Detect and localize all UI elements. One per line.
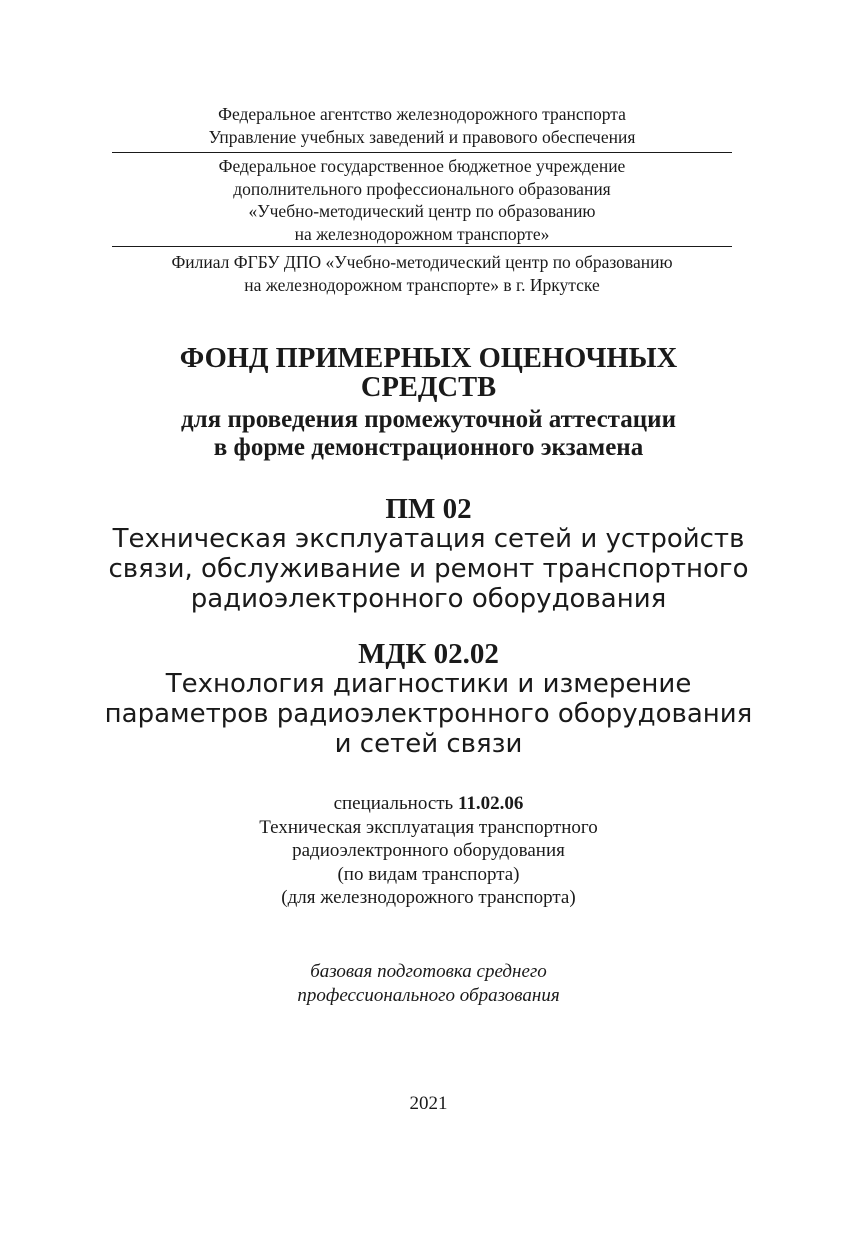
publication-year: 2021 bbox=[409, 1093, 448, 1114]
institution-line: «Учебно-методический центр по образованию bbox=[248, 201, 596, 221]
course-name-line: параметров радиоэлектронного оборудования bbox=[104, 699, 753, 729]
specialty-line: (для железнодорожного транспорта) bbox=[281, 887, 576, 908]
module-name bbox=[40, 524, 817, 614]
module-name-line: Техническая эксплуатация сетей и устройств bbox=[112, 524, 745, 554]
agency-line: Федеральное агентство железнодорожного транспорта bbox=[218, 104, 626, 124]
specialty-prefix: специальность bbox=[333, 793, 458, 814]
specialty-line: Техническая эксплуатация транспортного bbox=[259, 816, 598, 838]
agency-line: Управление учебных заведений и правового обеспечения bbox=[208, 126, 636, 147]
title-line: СРЕДСТВ bbox=[360, 372, 497, 403]
course-name bbox=[40, 669, 817, 759]
specialty-line: (по видам транспорта) bbox=[337, 863, 520, 885]
institution-block bbox=[112, 155, 732, 245]
institution-line: на железнодорожном транспорте» bbox=[294, 223, 550, 244]
institution-line: дополнительного профессионального образования bbox=[233, 178, 611, 199]
module-code: ПМ 02 bbox=[385, 493, 472, 525]
branch-line: на железнодорожном транспорте» в г. Иркутске bbox=[244, 274, 600, 295]
agency-block bbox=[112, 103, 732, 148]
subtitle-line: в форме демонстрационного экзамена bbox=[213, 434, 644, 461]
specialty-heading bbox=[40, 792, 817, 816]
module-name-line: связи, обслуживание и ремонт транспортного bbox=[108, 554, 749, 584]
institution-line: Федеральное государственное бюджетное учреждение bbox=[218, 156, 626, 176]
course-code: МДК 02.02 bbox=[358, 638, 499, 670]
divider bbox=[112, 152, 732, 153]
branch-block bbox=[112, 251, 732, 296]
education-level bbox=[40, 960, 817, 1008]
level-line: профессионального образования bbox=[297, 985, 560, 1006]
title-line: ФОНД ПРИМЕРНЫХ ОЦЕНОЧНЫХ bbox=[179, 343, 678, 374]
document-title bbox=[40, 344, 817, 402]
divider bbox=[112, 246, 732, 247]
module-name-line: радиоэлектронного оборудования bbox=[190, 584, 667, 614]
document-subtitle bbox=[40, 406, 817, 462]
specialty-line: радиоэлектронного оборудования bbox=[292, 840, 565, 861]
specialty-code: 11.02.06 bbox=[457, 793, 524, 814]
specialty-block bbox=[40, 792, 817, 910]
level-line: базовая подготовка среднего bbox=[310, 961, 547, 982]
course-name-line: Технология диагностики и измерение bbox=[165, 669, 692, 699]
subtitle-line: для проведения промежуточной аттестации bbox=[181, 406, 676, 433]
branch-line: Филиал ФГБУ ДПО «Учебно-методический центр по образованию bbox=[171, 252, 673, 272]
course-name-line: и сетей связи bbox=[334, 729, 523, 759]
